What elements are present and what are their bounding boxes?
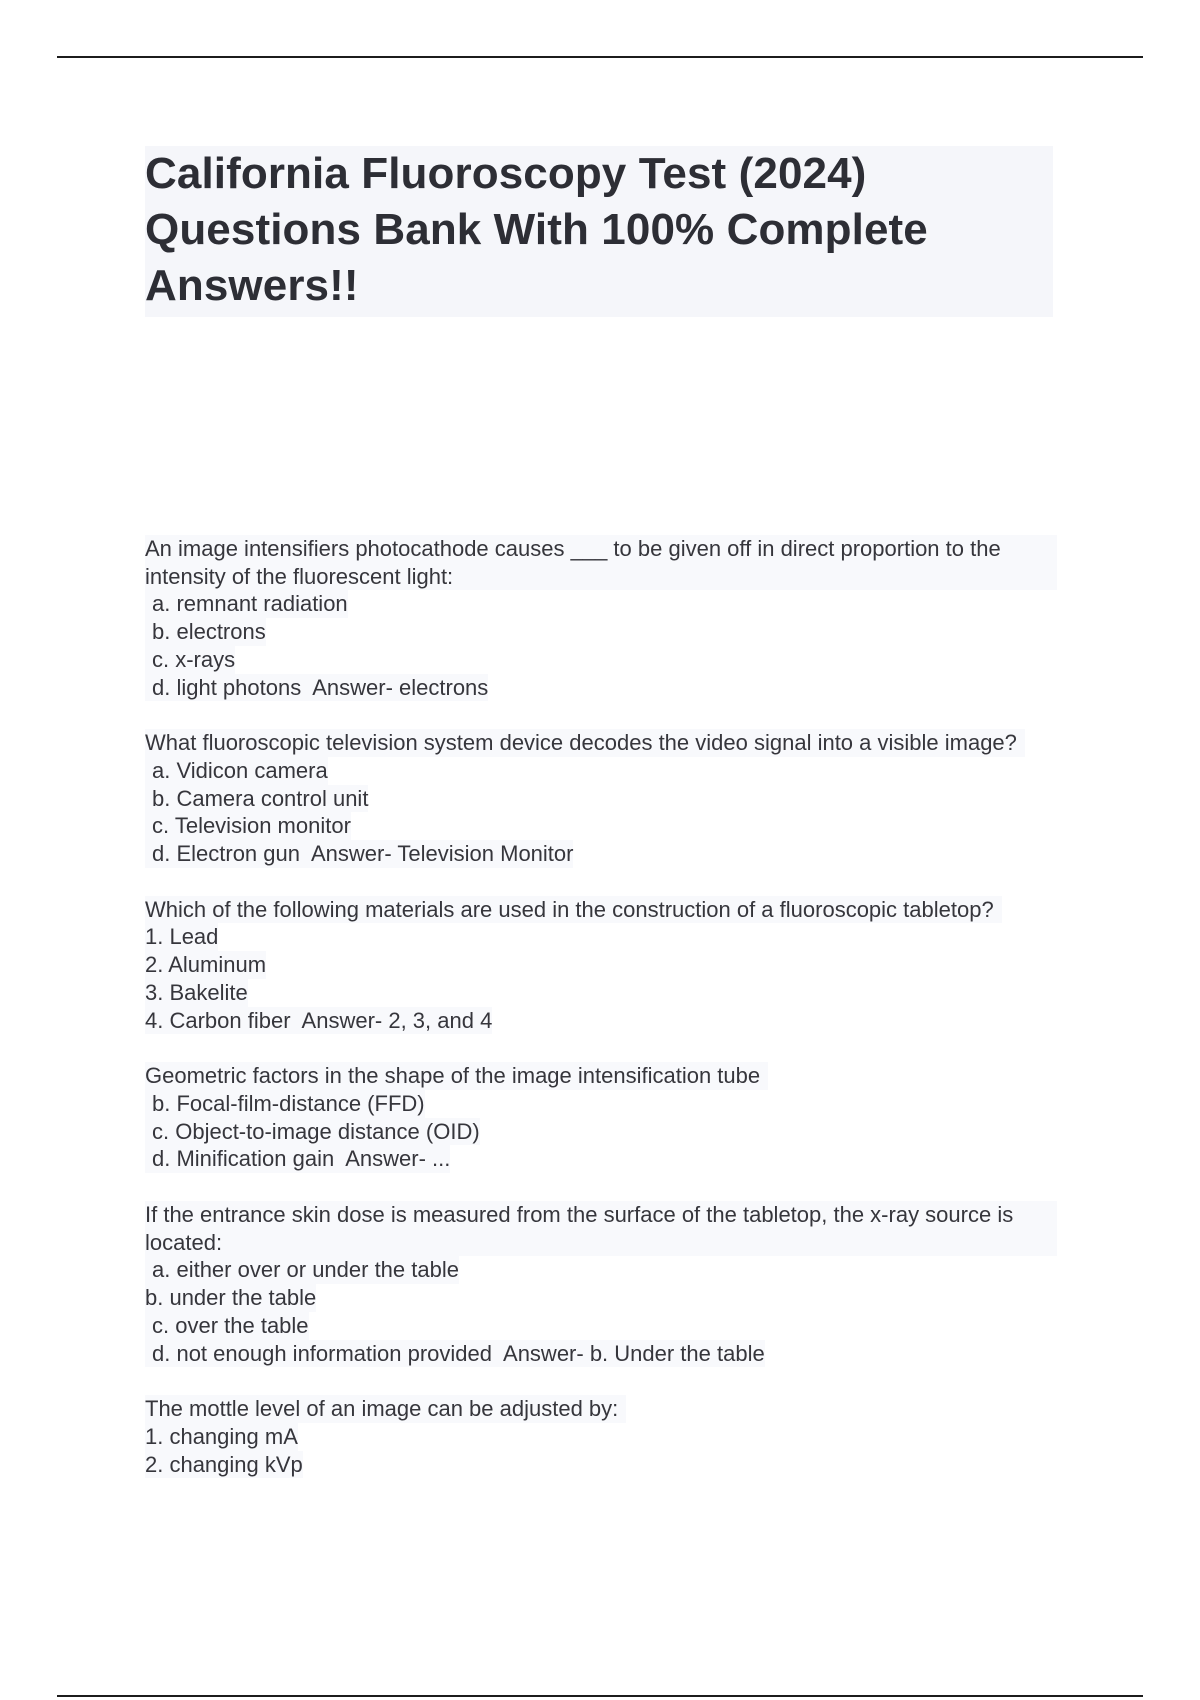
question-stem: The mottle level of an image can be adjusted by:	[145, 1395, 626, 1423]
question-option: 3. Bakelite	[145, 979, 248, 1005]
question-stem: Which of the following materials are used in the construction of a fluoroscopic tabletop?	[145, 896, 1002, 924]
question-option-with-answer: d. light photons Answer- electrons	[145, 674, 488, 702]
bottom-rule	[57, 1695, 1143, 1697]
document-title: California Fluoroscopy Test (2024) Questions Bank With 100% Complete Answers!!	[145, 149, 928, 310]
question-option: c. x-rays	[145, 646, 235, 674]
question-option: a. either over or under the table	[145, 1256, 459, 1284]
question-2	[145, 729, 1057, 868]
question-option: c. over the table	[145, 1312, 309, 1340]
question-stem: Geometric factors in the shape of the image intensification tube	[145, 1062, 768, 1090]
question-3	[145, 896, 1057, 1035]
question-list	[145, 535, 1057, 1506]
question-option: b. Camera control unit	[145, 785, 368, 813]
question-option: 2. changing kVp	[145, 1451, 303, 1477]
question-option-with-answer: d. Electron gun Answer- Television Monitor	[145, 840, 573, 868]
question-stem: If the entrance skin dose is measured from the surface of the tabletop, the x-ray source is located:	[145, 1201, 1057, 1256]
question-5	[145, 1201, 1057, 1367]
question-option: c. Object-to-image distance (OID)	[145, 1118, 480, 1146]
question-option: a. remnant radiation	[145, 590, 348, 618]
question-option: c. Television monitor	[145, 812, 351, 840]
question-option: 2. Aluminum	[145, 952, 267, 978]
question-option-with-answer: d. Minification gain Answer- ...	[145, 1145, 450, 1173]
question-stem: An image intensifiers photocathode causes ___ to be given off in direct proportion to the intensity of the fluorescent light:	[145, 535, 1057, 590]
question-option: a. Vidicon camera	[145, 757, 328, 785]
question-option: 1. Lead	[145, 924, 219, 950]
question-stem: What fluoroscopic television system device decodes the video signal into a visible image?	[145, 729, 1025, 757]
question-1	[145, 535, 1057, 701]
question-option: b. Focal-film-distance (FFD)	[145, 1090, 425, 1118]
question-option-with-answer: 4. Carbon fiber Answer- 2, 3, and 4	[145, 1007, 493, 1033]
title-block	[145, 146, 1053, 317]
question-option: b. under the table	[145, 1285, 317, 1311]
question-option: b. electrons	[145, 618, 266, 646]
top-rule	[57, 56, 1143, 58]
question-6	[145, 1395, 1057, 1478]
question-option: 1. changing mA	[145, 1423, 298, 1449]
question-4	[145, 1062, 1057, 1173]
question-option-with-answer: d. not enough information provided Answer- b. Under the table	[145, 1340, 765, 1368]
